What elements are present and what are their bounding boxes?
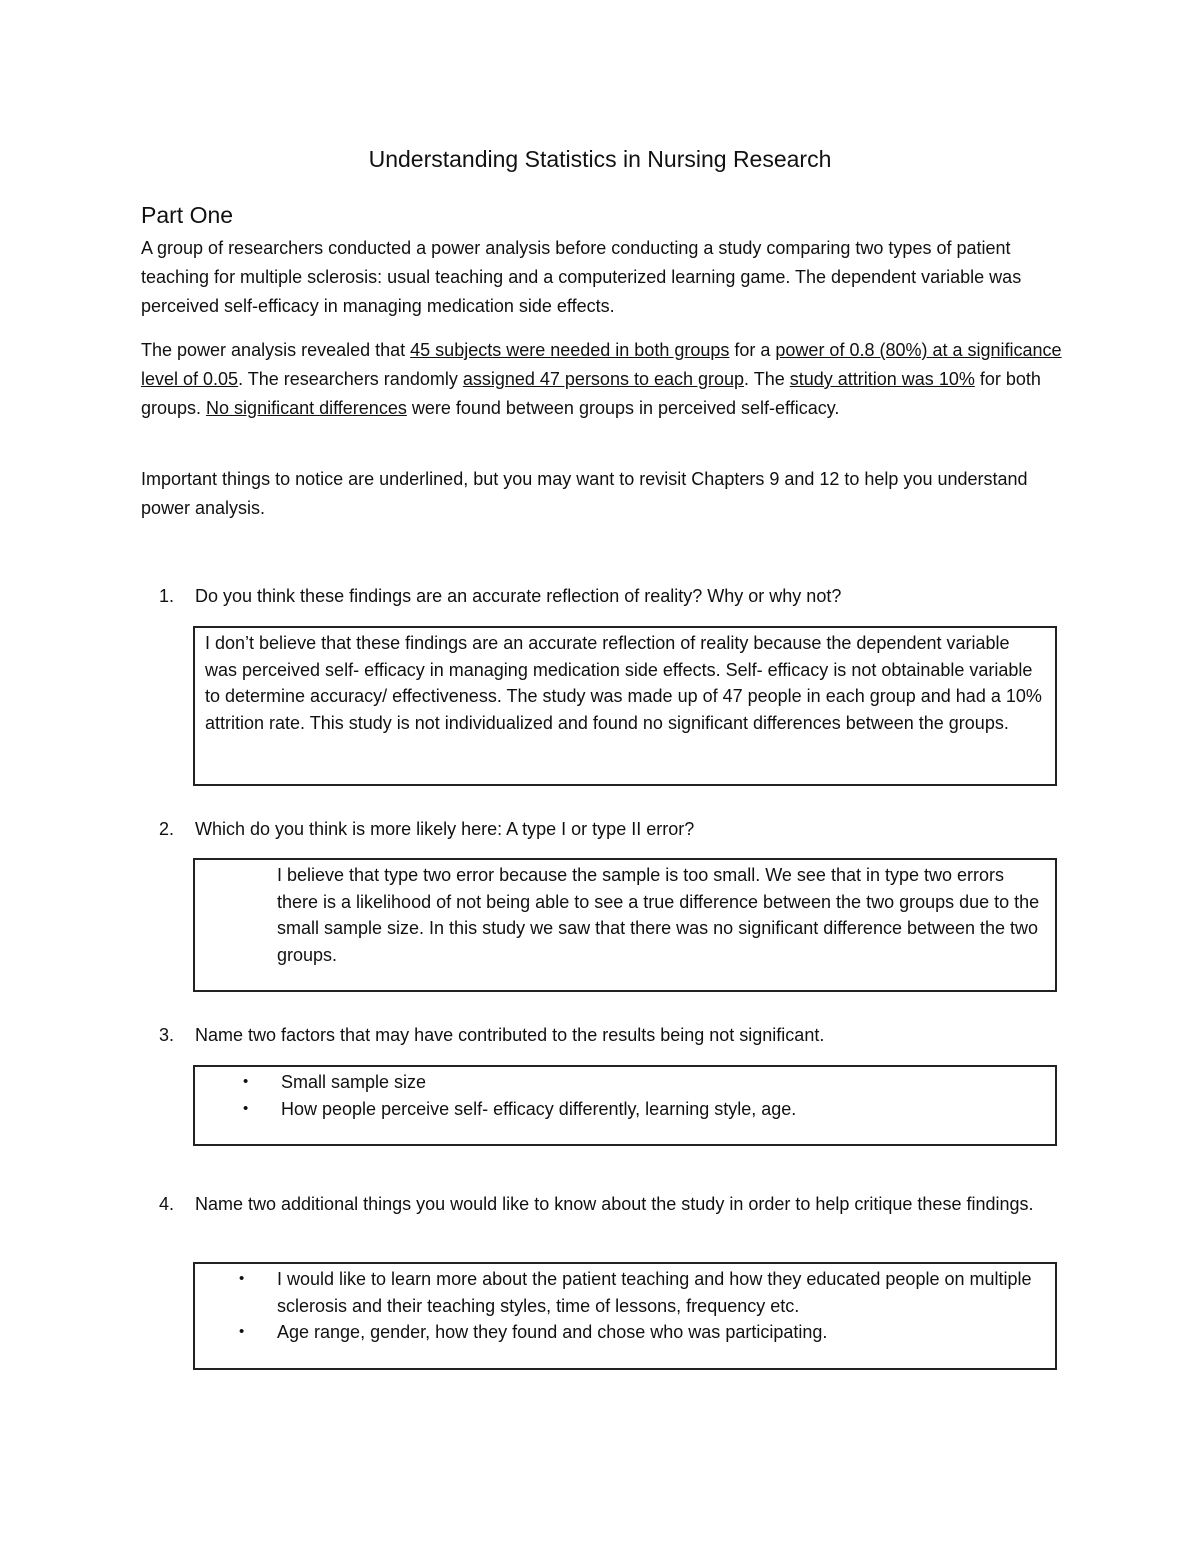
text-run: . The researchers randomly bbox=[238, 369, 463, 389]
answer-text: I believe that type two error because the sample is too small. We see that in type two errors there is a likelihood of not being able to see a true difference between the two groups due to the small sample size. In this study we saw that there was no significant difference between the two groups. bbox=[277, 865, 1040, 965]
text-run: . The bbox=[744, 369, 790, 389]
bullet-icon: • bbox=[239, 1323, 245, 1340]
answer-box-4[interactable] bbox=[193, 1262, 1057, 1370]
text-run: for a bbox=[729, 340, 776, 360]
list-item bbox=[243, 1096, 1041, 1123]
underlined-subjects-needed: 45 subjects were needed in both groups bbox=[410, 340, 730, 360]
section-heading: Part One bbox=[141, 202, 234, 228]
bullet-icon: • bbox=[239, 1270, 245, 1287]
answer-bullet-list bbox=[239, 1266, 1047, 1346]
question-number: 3. bbox=[159, 1025, 175, 1045]
power-analysis-paragraph bbox=[141, 336, 1071, 423]
question-2 bbox=[141, 815, 1071, 843]
text-run: The power analysis revealed that bbox=[141, 340, 411, 360]
document-title: Understanding Statistics in Nursing Research bbox=[368, 146, 832, 172]
answer-bullet-list bbox=[243, 1069, 1041, 1122]
question-4 bbox=[141, 1190, 1071, 1218]
list-item-text: How people perceive self- efficacy differently, learning style, age. bbox=[281, 1098, 797, 1119]
underlined-power-level: power of 0.8 (80%) at a significance level of 0.05 bbox=[141, 340, 1062, 389]
underlined-attrition: study attrition was 10% bbox=[789, 369, 975, 389]
answer-text: I don’t believe that these findings are an accurate reflection of reality because the dependent variable was perceived self- efficacy in managing medication side effects. Self- efficacy is not obtainable variable to determine accuracy/ effectiveness. The study was made up of 47 people in each group and had a 10% attrition rate. This study is not individualized and found no significant differences between the groups. bbox=[205, 633, 1042, 733]
note-paragraph: Important things to notice are underlined, but you may want to revisit Chapters 9 and 12 to help you understand power analysis. bbox=[141, 469, 1028, 518]
answer-box-3[interactable] bbox=[193, 1065, 1057, 1146]
bullet-icon: • bbox=[243, 1099, 249, 1117]
underlined-no-differences: No significant differences bbox=[206, 398, 407, 418]
list-item bbox=[239, 1266, 1047, 1319]
list-item-text: Small sample size bbox=[281, 1072, 427, 1092]
question-1 bbox=[141, 582, 1071, 610]
question-text: Which do you think is more likely here: A type I or type II error? bbox=[195, 819, 695, 839]
text-run: were found between groups in perceived self-efficacy. bbox=[406, 398, 840, 418]
answer-box-1[interactable] bbox=[193, 626, 1057, 786]
question-text: Name two additional things you would like to know about the study in order to help critique these findings. bbox=[195, 1194, 1034, 1214]
list-item bbox=[239, 1319, 1047, 1346]
underlined-assignment: assigned 47 persons to each group bbox=[462, 369, 745, 389]
question-number: 4. bbox=[159, 1194, 175, 1214]
question-text: Name two factors that may have contributed to the results being not significant. bbox=[195, 1025, 825, 1045]
question-number: 1. bbox=[159, 586, 175, 606]
list-item-text: Age range, gender, how they found and chose who was participating. bbox=[277, 1322, 828, 1342]
text-run: for both groups. bbox=[141, 369, 1041, 418]
list-item bbox=[243, 1069, 1041, 1096]
question-number: 2. bbox=[159, 819, 175, 839]
question-text: Do you think these findings are an accurate reflection of reality? Why or why not? bbox=[195, 586, 842, 606]
question-3 bbox=[141, 1021, 1071, 1049]
list-item-text: I would like to learn more about the patient teaching and how they educated people on multiple sclerosis and their teaching styles, time of lessons, frequency etc. bbox=[277, 1269, 1032, 1316]
intro-paragraph: A group of researchers conducted a power analysis before conducting a study comparing two types of patient teaching for multiple sclerosis: usual teaching and a computerized learning game. The dependent variable was perceived self-efficacy in managing medication side effects. bbox=[141, 238, 1022, 316]
answer-box-2[interactable] bbox=[193, 858, 1057, 992]
bullet-icon: • bbox=[243, 1073, 249, 1090]
